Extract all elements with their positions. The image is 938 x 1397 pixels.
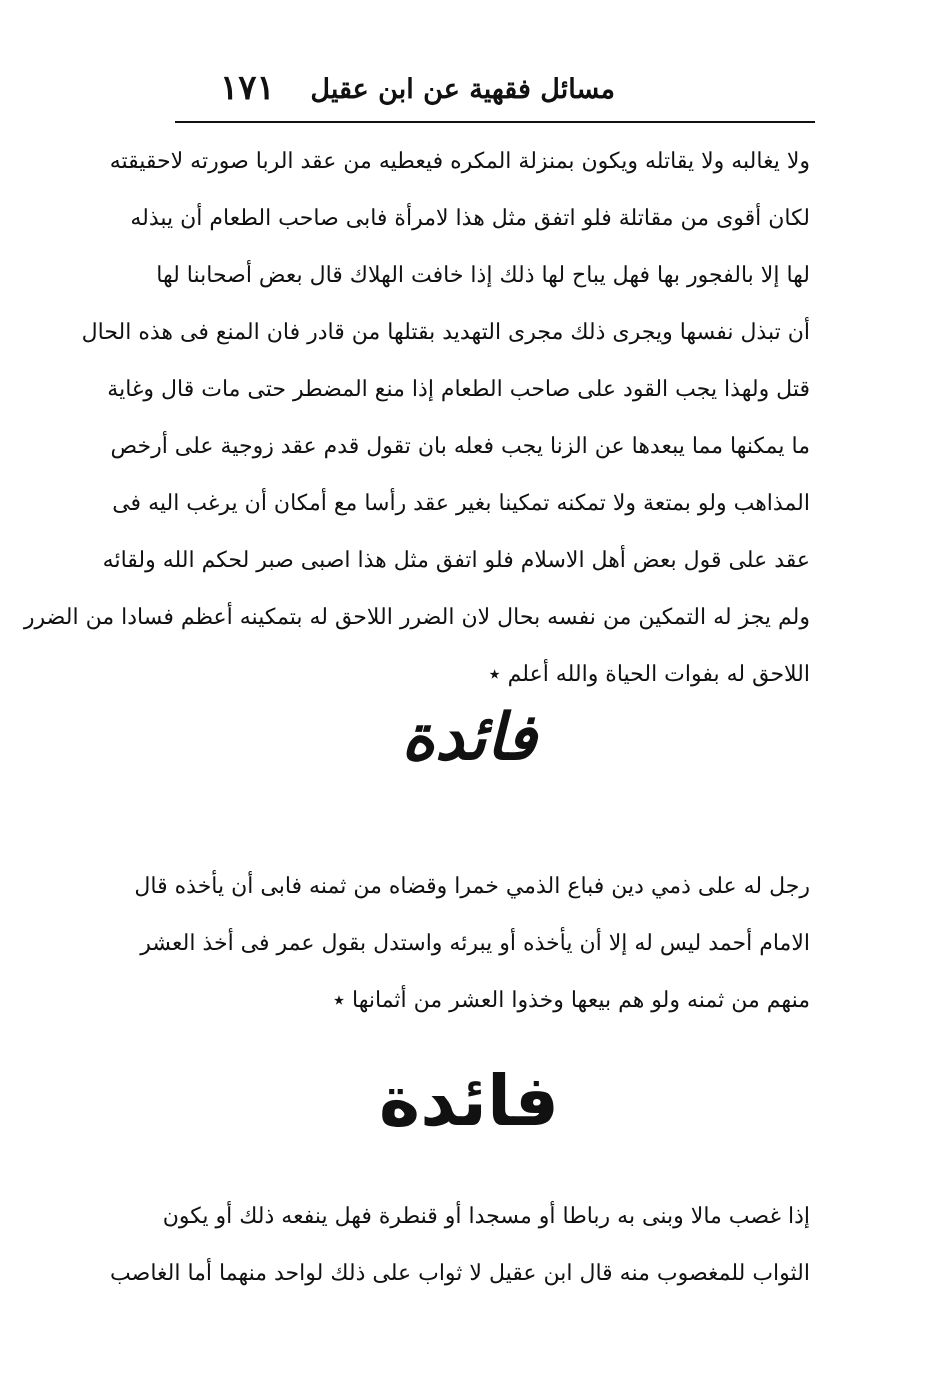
text-line: إذا غصب مالا وبنى به رباطا أو مسجدا أو قنطرة فهل ينفعه ذلك أو يكون — [162, 1204, 810, 1229]
paragraph-2 — [134, 858, 810, 1029]
text-line: ولم يجز له التمكين من نفسه بحال لان الضرر اللاحق له بتمكينه أعظم فسادا من الضرر — [23, 605, 810, 630]
header-rule — [175, 121, 815, 123]
text-line: ولا يغالبه ولا يقاتله ويكون بمنزلة المكره فيعطيه من عقد الربا صورته لاحقيقته — [109, 149, 810, 174]
page-number: ١٧١ — [220, 68, 275, 108]
page-header — [175, 68, 815, 118]
text-line: قتل ولهذا يجب القود على صاحب الطعام إذا منع المضطر حتى مات قال وغاية — [107, 377, 810, 402]
text-line: اللاحق له بفوات الحياة والله أعلم ٭ — [488, 662, 810, 687]
text-line: رجل له على ذمي دين فباع الذمي خمرا وقضاه من ثمنه فابى أن يأخذه قال — [134, 874, 810, 899]
text-line: عقد على قول بعض أهل الاسلام فلو اتفق مثل هذا اصبى صبر لحكم الله ولقائه — [102, 548, 810, 573]
text-line: الامام أحمد ليس له إلا أن يأخذه أو يبرئه واستدل بقول عمر فى أخذ العشر — [140, 931, 810, 956]
section-heading: فائدة — [378, 1060, 560, 1142]
text-line: ما يمكنها مما يبعدها عن الزنا يجب فعله بان تقول قدم عقد زوجية على أرخص — [110, 434, 810, 459]
text-line: الثواب للمغصوب منه قال ابن عقيل لا ثواب على ذلك لواحد منهما أما الغاصب — [110, 1261, 810, 1286]
text-line: لكان أقوى من مقاتلة فلو اتفق مثل هذا لامرأة فابى صاحب الطعام أن يبذله — [130, 206, 810, 231]
text-line: منهم من ثمنه ولو هم بيعها وخذوا العشر من أثمانها ٭ — [333, 988, 810, 1013]
section-heading-decorative: فائدة — [401, 700, 537, 775]
running-title: مسائل فقهية عن ابن عقيل — [310, 74, 615, 105]
paragraph-3 — [110, 1188, 810, 1302]
text-line: أن تبذل نفسها ويجرى ذلك مجرى التهديد بقتلها من قادر فان المنع فى هذه الحال — [81, 320, 810, 345]
paragraph-1 — [23, 133, 810, 703]
text-line: لها إلا بالفجور بها فهل يباح لها ذلك إذا خافت الهلاك قال بعض أصحابنا لها — [156, 263, 810, 288]
text-line: المذاهب ولو بمتعة ولا تمكنه تمكينا بغير عقد رأسا مع أمكان أن يرغب اليه فى — [112, 491, 810, 516]
